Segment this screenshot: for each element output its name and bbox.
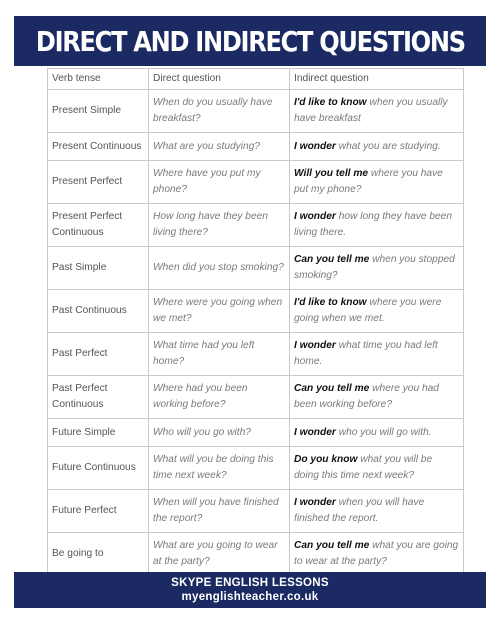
direct-question-cell: When will you have finished the report? [149, 490, 290, 533]
direct-question-cell: Where had you been working before? [149, 376, 290, 419]
footer-line-1: SKYPE ENGLISH LESSONS [171, 577, 329, 589]
direct-question-cell: What are you studying? [149, 133, 290, 161]
indirect-question-lead: Can you tell me [294, 540, 370, 551]
indirect-question-cell [290, 133, 464, 161]
direct-question-cell: What time had you left home? [149, 333, 290, 376]
indirect-question-rest: what you are going to wear at the party? [294, 540, 459, 567]
indirect-question-lead: I'd like to know [294, 297, 367, 308]
table-row [48, 447, 464, 490]
direct-question-cell: Where have you put my phone? [149, 161, 290, 204]
indirect-question-rest: who you will go with. [335, 426, 432, 438]
indirect-question-rest: how long they have been living there. [294, 211, 453, 238]
table-row [48, 376, 464, 419]
direct-question-cell: Who will you go with? [149, 419, 290, 447]
page-title: DIRECT AND INDIRECT QUESTIONS [35, 24, 465, 58]
indirect-question-cell [290, 533, 464, 576]
questions-table [47, 68, 464, 576]
indirect-question-cell [290, 247, 464, 290]
indirect-question-lead: I wonder [294, 340, 336, 351]
table-row [48, 290, 464, 333]
verb-tense-cell: Past Simple [48, 247, 149, 290]
indirect-question-rest: what you will be doing this time next week? [294, 454, 433, 481]
table-row [48, 161, 464, 204]
direct-question-cell: What will you be doing this time next week? [149, 447, 290, 490]
table-header-row [48, 69, 464, 90]
indirect-question-rest: what you are studying. [335, 140, 441, 152]
indirect-question-lead: Can you tell me [294, 254, 370, 265]
header-direct-question: Direct question [149, 69, 290, 90]
indirect-question-rest: when you will have finished the report. [294, 497, 425, 524]
header-indirect-question: Indirect question [290, 69, 464, 90]
title-banner [14, 16, 486, 66]
direct-question-cell: Where were you going when we met? [149, 290, 290, 333]
indirect-question-rest: when you usually have breakfast [294, 97, 448, 124]
table-row [48, 133, 464, 161]
verb-tense-cell: Future Simple [48, 419, 149, 447]
indirect-question-rest: where you have put my phone? [294, 168, 443, 195]
indirect-question-lead: Will you tell me [294, 168, 369, 179]
verb-tense-cell: Present Simple [48, 90, 149, 133]
indirect-question-cell [290, 161, 464, 204]
verb-tense-cell: Past Perfect [48, 333, 149, 376]
direct-question-cell: How long have they been living there? [149, 204, 290, 247]
direct-question-cell: When did you stop smoking? [149, 247, 290, 290]
indirect-question-rest: what time you had left home. [294, 340, 438, 367]
indirect-question-cell [290, 490, 464, 533]
footer-website: myenglishteacher.co.uk [181, 591, 319, 603]
indirect-question-lead: I wonder [294, 211, 336, 222]
direct-question-cell: When do you usually have breakfast? [149, 90, 290, 133]
verb-tense-cell: Future Continuous [48, 447, 149, 490]
table-row [48, 490, 464, 533]
indirect-question-rest: where you had been working before? [294, 383, 439, 410]
indirect-question-cell [290, 204, 464, 247]
indirect-question-lead: Can you tell me [294, 383, 370, 394]
table-row [48, 204, 464, 247]
verb-tense-cell: Be going to [48, 533, 149, 576]
indirect-question-lead: I'd like to know [294, 97, 367, 108]
table-row [48, 419, 464, 447]
table-row [48, 247, 464, 290]
questions-table-container [47, 68, 463, 576]
indirect-question-cell [290, 447, 464, 490]
verb-tense-cell: Past Perfect Continuous [48, 376, 149, 419]
verb-tense-cell: Present Continuous [48, 133, 149, 161]
direct-question-cell: What are you going to wear at the party? [149, 533, 290, 576]
table-row [48, 333, 464, 376]
indirect-question-rest: where you were going when we met. [294, 297, 442, 324]
footer-banner [14, 572, 486, 608]
indirect-question-cell [290, 90, 464, 133]
table-row [48, 533, 464, 576]
table-body [48, 90, 464, 576]
indirect-question-rest: when you stopped smoking? [294, 254, 455, 281]
indirect-question-lead: Do you know [294, 454, 358, 465]
indirect-question-cell [290, 333, 464, 376]
indirect-question-lead: I wonder [294, 497, 336, 508]
indirect-question-cell [290, 290, 464, 333]
verb-tense-cell: Past Continuous [48, 290, 149, 333]
indirect-question-cell [290, 376, 464, 419]
verb-tense-cell: Present Perfect [48, 161, 149, 204]
table-row [48, 90, 464, 133]
indirect-question-lead: I wonder [294, 426, 336, 438]
verb-tense-cell: Future Perfect [48, 490, 149, 533]
header-verb-tense: Verb tense [48, 69, 149, 90]
indirect-question-cell [290, 419, 464, 447]
indirect-question-lead: I wonder [294, 140, 336, 152]
verb-tense-cell: Present Perfect Continuous [48, 204, 149, 247]
